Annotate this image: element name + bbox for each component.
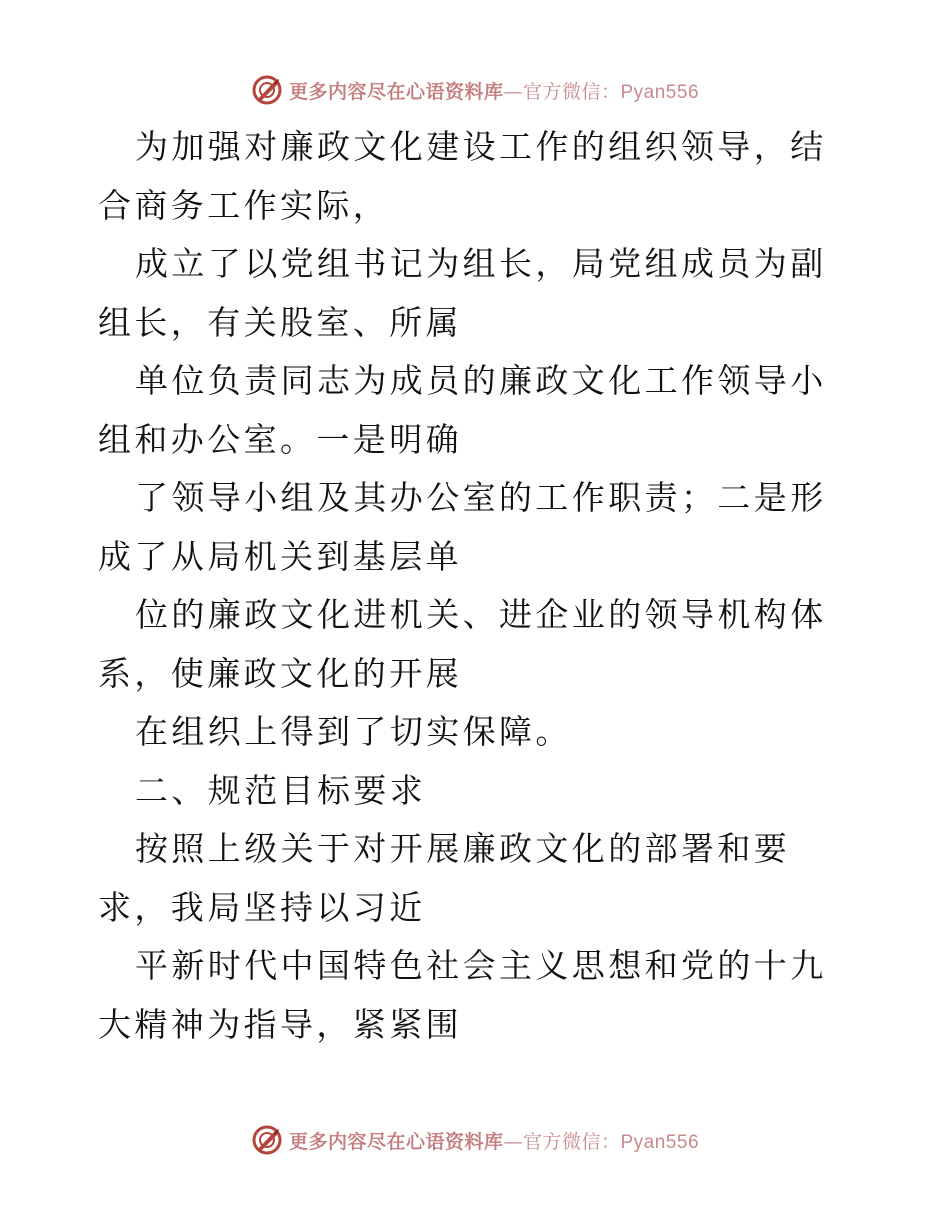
footer-separator: —	[503, 1130, 523, 1153]
footer-watermark-text	[289, 1127, 699, 1154]
footer-wechat-id: Pyan556	[620, 1131, 700, 1153]
header-site-name: 更多内容尽在心语资料库	[288, 80, 504, 103]
paragraph: 平新时代中国特色社会主义思想和党的十九大精神为指导，紧紧围	[98, 946, 827, 1044]
paragraph: 单位负责同志为成员的廉政文化工作领导小组和办公室。一是明确	[98, 361, 827, 459]
header-watermark-text	[289, 77, 699, 104]
paragraph: 在组织上得到了切实保障。	[135, 712, 572, 751]
header-separator: —	[503, 80, 523, 103]
footer-site-name: 更多内容尽在心语资料库	[288, 1130, 504, 1153]
footer-watermark-banner	[0, 1120, 950, 1160]
paragraph: 了领导小组及其办公室的工作职责；二是形成了从局机关到基层单	[98, 478, 827, 576]
footer-wechat-label: 官方微信：	[522, 1130, 621, 1153]
paragraph: 为加强对廉政文化建设工作的组织领导，结合商务工作实际，	[98, 127, 827, 225]
header-wechat-label: 官方微信：	[522, 80, 621, 103]
paragraph: 位的廉政文化进机关、进企业的领导机构体系，使廉政文化的开展	[98, 595, 827, 693]
header-wechat-id: Pyan556	[620, 81, 700, 103]
pen-logo-icon	[251, 74, 283, 106]
document-body	[98, 118, 858, 1054]
header-watermark-banner	[0, 70, 950, 110]
paragraph: 成立了以党组书记为组长，局党组成员为副组长，有关股室、所属	[98, 244, 827, 342]
pen-logo-icon	[251, 1124, 283, 1156]
section-heading: 二、规范目标要求	[135, 770, 427, 810]
paragraph: 按照上级关于对开展廉政文化的部署和要求，我局坚持以习近	[98, 829, 791, 927]
